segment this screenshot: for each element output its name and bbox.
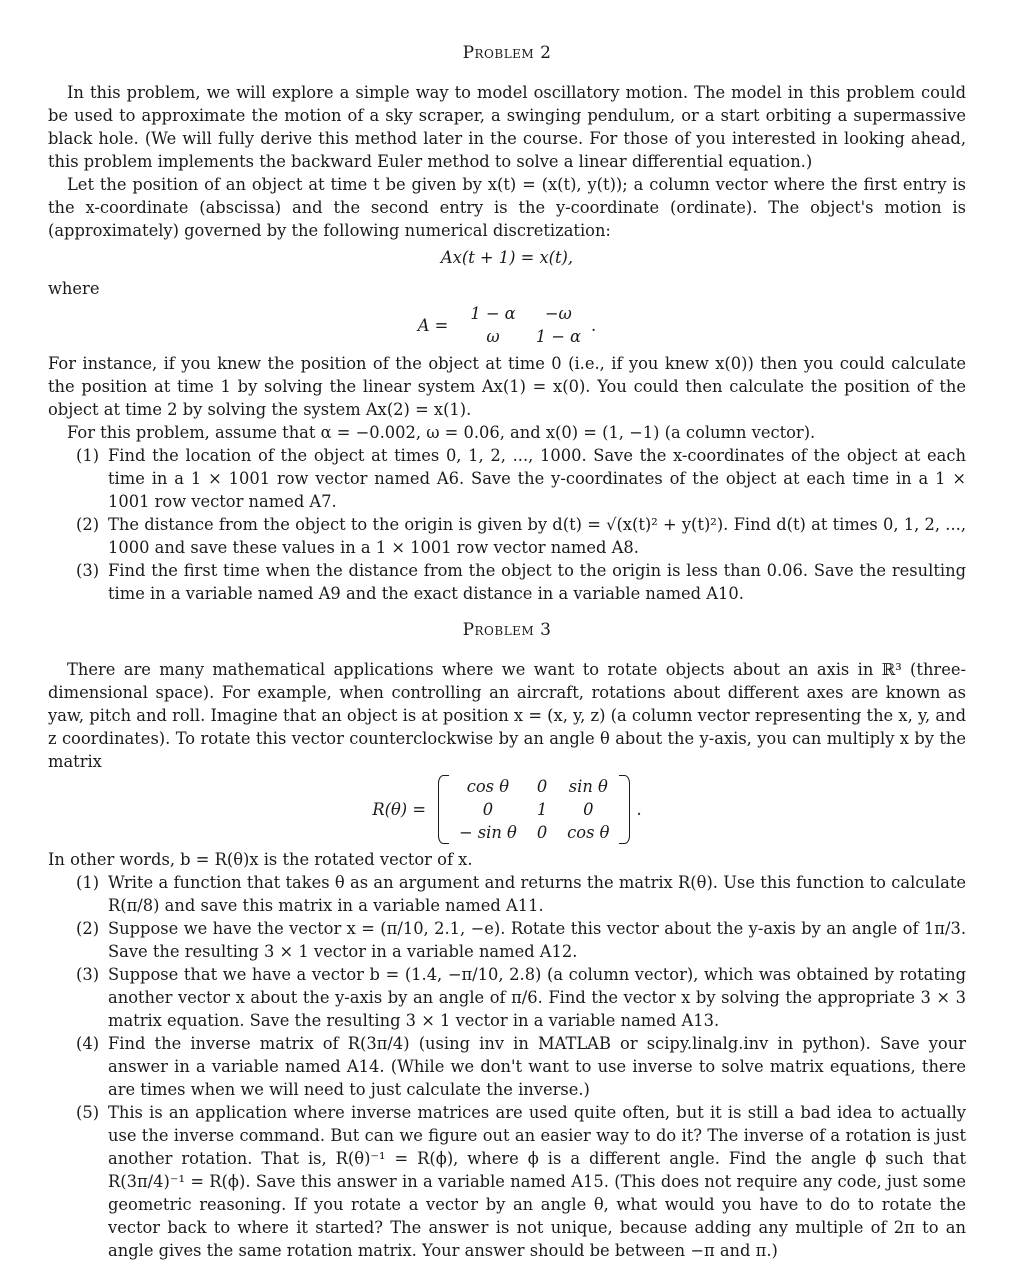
item-number: (2) (76, 515, 100, 534)
item-text: Suppose we have the vector x = (π/10, 2.1, −e). Rotate this vector about the y-axis by an angle of 1π/3. Save the resulting 3 × 1 vector in a variable named A12. (108, 919, 966, 961)
item-number: (2) (76, 919, 100, 938)
matrix-A-cell: 1 − α (470, 304, 516, 323)
item-number: (5) (76, 1103, 100, 1122)
matrix-R-cell: 0 (536, 823, 548, 842)
matrix-R-display (48, 775, 966, 844)
list-item (76, 871, 966, 917)
problem-2-items (76, 444, 966, 605)
matrix-A-period: . (591, 315, 597, 335)
document-page (48, 38, 966, 1262)
item-text: The distance from the object to the origin is given by d(t) = √(x(t)² + y(t)²). Find d(t) at times 0, 1, 2, ..., 1000 and save these values in a 1 × 1001 row vector named A8. (108, 515, 966, 557)
item-text: Find the location of the object at times 0, 1, 2, ..., 1000. Save the x-coordinates of the object at each time in a 1 × 1001 row vector named A6. Save the y-coordinates of the object at each time in a 1 × 1001 row vector named A7. (108, 446, 966, 511)
item-text: Write a function that takes θ as an argument and returns the matrix R(θ). Use this function to calculate R(π/8) and save this matrix in a variable named A11. (108, 873, 966, 915)
item-text: This is an application where inverse matrices are used quite often, but it is still a bad idea to actually use the inverse command. But can we figure out an easier way to do it? The inverse of a rotation is just another rotation. That is, R(θ)⁻¹ = R(ϕ), where ϕ is a different angle. Find the angle ϕ such that R(3π/4)⁻¹ = R(ϕ). Save this answer in a variable named A15. (This does not require any code, just some geometric reasoning. If you rotate a vector by an angle θ, what would you have to do to rotate the vector back to where it started? The answer is not unique, because adding any multiple of 2π to an angle gives the same rotation matrix. Your answer should be between −π and π.) (108, 1103, 966, 1260)
item-text: Suppose that we have a vector b = (1.4, −π/10, 2.8) (a column vector), which was obtained by rotating another vector x about the y-axis by an angle of π/6. Find the vector x by solving the appropriate 3 × 3 matrix equation. Save the resulting 3 × 1 vector in a variable named A13. (108, 965, 966, 1030)
matrix-R-cell: 0 (482, 800, 494, 819)
right-paren (619, 775, 630, 844)
matrix-A-label: A = (417, 315, 449, 335)
matrix-R-cell: 0 (536, 777, 548, 796)
matrix-R-cell: sin θ (568, 777, 608, 796)
matrix-A-cell: 1 − α (535, 327, 582, 346)
problem-3-items (76, 871, 966, 1262)
matrix-A (460, 302, 591, 348)
matrix-R-label: R(θ) = (372, 800, 426, 819)
matrix-R-parens (438, 775, 630, 844)
problem-2-heading: Problem 2 (462, 43, 552, 63)
list-item (76, 444, 966, 513)
matrix-A-cell: ω (486, 327, 500, 346)
item-number: (1) (76, 446, 100, 465)
matrix-R-cell: 1 (536, 800, 548, 819)
problem-3-intro: There are many mathematical applications where we want to rotate objects about an axis in ℝ³ (three-dimensional space). For example, when controlling an aircraft, rotations about different axes are known as yaw, pitch and roll. Imagine that an object is at position x = (x, y, z) (a column vector representing the x, y, and z coordinates). To rotate this vector counterclockwise by an angle θ about the y-axis, you can multiply x by the matrix (48, 660, 966, 771)
item-text: Find the first time when the distance from the object to the origin is less than 0.06. Save the resulting time in a variable named A9 and the exact distance in a variable named A10. (108, 561, 966, 603)
item-number: (3) (76, 561, 100, 580)
list-item (76, 917, 966, 963)
list-item (76, 1032, 966, 1101)
list-item (76, 559, 966, 605)
matrix-A-cell: −ω (544, 304, 572, 323)
matrix-R-period: . (636, 800, 642, 819)
matrix-A-display (48, 302, 966, 348)
item-number: (4) (76, 1034, 100, 1053)
matrix-R (449, 775, 619, 844)
item-text: Find the inverse matrix of R(3π/4) (using inv in MATLAB or scipy.linalg.inv in python). Save your answer in a variable named A14. (While we don't want to use inverse to solve matrix equations, there are times when we will need to just calculate the inverse.) (108, 1034, 966, 1099)
list-item (76, 513, 966, 559)
problem-2-position-paragraph: Let the position of an object at time t be given by x(t) = (x(t), y(t)); a column vector where the first entry is the x-coordinate (abscissa) and the second entry is the y-coordinate (ordinate). The object's motion is (approximately) governed by the following numerical discretization: (48, 175, 966, 240)
where-label: where (48, 279, 100, 298)
problem-2-assume-paragraph: For this problem, assume that α = −0.002, ω = 0.06, and x(0) = (1, −1) (a column vector). (67, 423, 816, 442)
problem-3-heading: Problem 3 (462, 620, 552, 640)
left-paren (438, 775, 449, 844)
problem-2-intro: In this problem, we will explore a simple way to model oscillatory motion. The model in this problem could be used to approximate the motion of a sky scraper, a swinging pendulum, or a start orbiting a supermassive black hole. (We will fully derive this method later in the course. For those of you interested in looking ahead, this problem implements the backward Euler method to solve a linear differential equation.) (48, 83, 966, 171)
matrix-R-cell: 0 (583, 800, 594, 819)
item-number: (3) (76, 965, 100, 984)
item-number: (1) (76, 873, 100, 892)
discretization-equation: Ax(t + 1) = x(t), (440, 248, 574, 267)
problem-3-other-words: In other words, b = R(θ)x is the rotated vector of x. (48, 850, 473, 869)
matrix-R-cell: − sin θ (458, 823, 517, 842)
list-item (76, 1101, 966, 1262)
matrix-R-cell: cos θ (567, 823, 610, 842)
problem-2-instance-paragraph: For instance, if you knew the position of the object at time 0 (i.e., if you knew x(0)) then you could calculate the position at time 1 by solving the linear system Ax(1) = x(0). You could then calculate the position of the object at time 2 by solving the system Ax(2) = x(1). (48, 354, 966, 419)
list-item (76, 963, 966, 1032)
matrix-R-cell: cos θ (466, 777, 510, 796)
